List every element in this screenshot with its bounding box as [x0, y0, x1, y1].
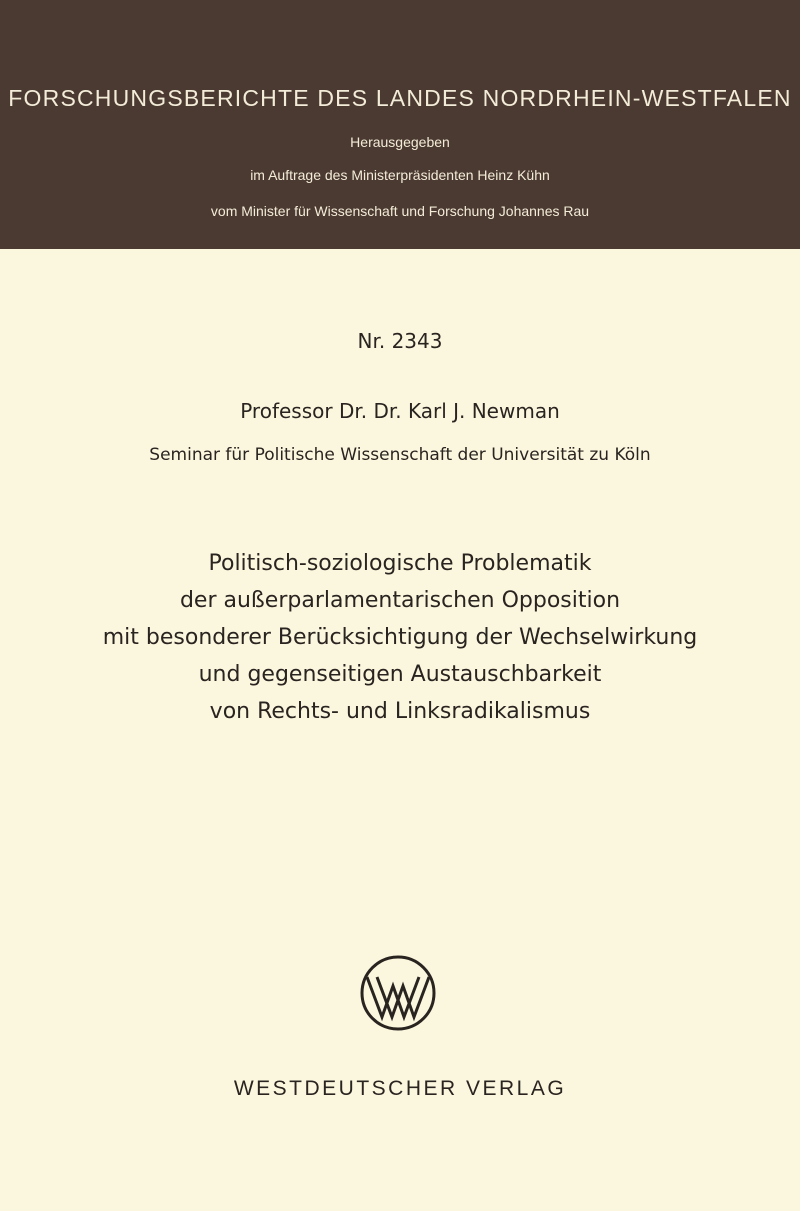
author-name: Professor Dr. Dr. Karl J. Newman: [240, 399, 560, 423]
publisher-note-line-1: Herausgegeben: [350, 134, 450, 150]
series-banner: [0, 0, 800, 249]
publisher-name: WESTDEUTSCHER VERLAG: [233, 1077, 567, 1100]
publisher-note-line-2: im Auftrage des Ministerpräsidenten Heinz Kühn: [250, 167, 550, 183]
title-line: der außerparlamentarischen Opposition: [179, 588, 621, 613]
report-number: Nr. 2343: [357, 329, 443, 353]
title-line: mit besonderer Berücksichtigung der Wechselwirkung: [102, 625, 698, 650]
series-title: FORSCHUNGSBERICHTE DES LANDES NORDRHEIN-WESTFALEN: [8, 85, 792, 111]
publisher-note-line-3: vom Minister für Wissenschaft und Forschung Johannes Rau: [210, 203, 590, 219]
title-line: Politisch-soziologische Problematik: [208, 551, 592, 576]
author-affiliation: Seminar für Politische Wissenschaft der Universität zu Köln: [149, 445, 651, 465]
book-title: [0, 545, 800, 730]
title-line: von Rechts- und Linksradikalismus: [209, 699, 591, 724]
title-line: und gegenseitigen Austauschbarkeit: [198, 662, 602, 687]
westdeutscher-verlag-ww-logo-icon: [358, 953, 438, 1033]
